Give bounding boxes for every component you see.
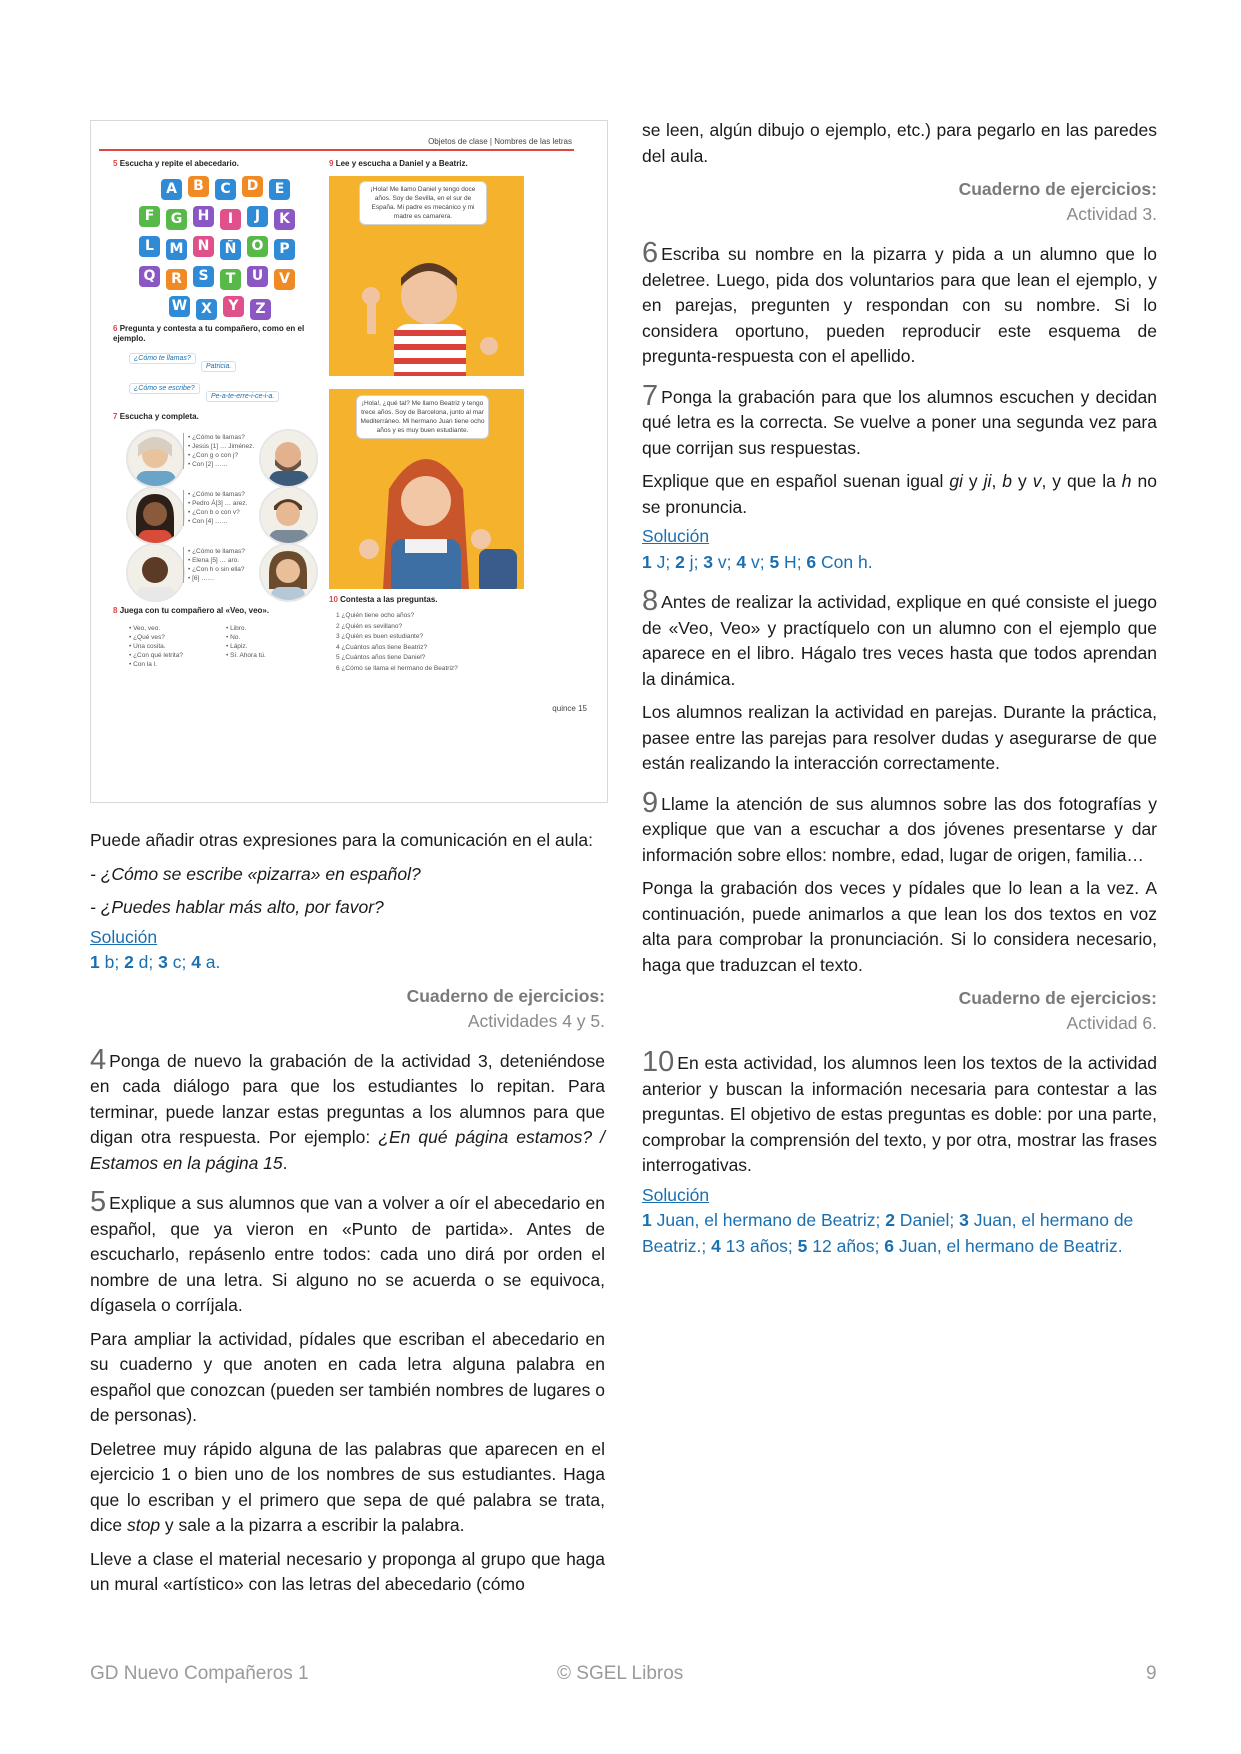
letter-tile-H: H bbox=[193, 206, 214, 227]
beatriz-speech-bubble: ¡Hola!, ¿qué tal? Me llamo Beatriz y tengo trece años. Soy de Barcelona, junto al mar Mediterráneo. Mi hermano Juan tiene ocho años y es muy buen estudiante. bbox=[356, 395, 489, 439]
footer-book-title: GD Nuevo Compañeros 1 bbox=[90, 1663, 309, 1684]
paragraph-activity-8: 8 Antes de realizar la actividad, explique en qué consiste el juego de «Veo, Veo» y practíquelo con un alumno con el ejemplo que aparece en el libro. Hágalo tres veces hasta que todos aprendan la dinámica. bbox=[642, 585, 1157, 689]
solution-link-3[interactable]: Solución bbox=[90, 926, 158, 947]
student-book-page-image bbox=[90, 120, 608, 803]
dialog-2: • ¿Cómo te llamas? • Pedro Á[3] … arez. • ¿Con b o con v? • Con [4] …… bbox=[183, 490, 258, 526]
letter-tile-L: L bbox=[139, 236, 160, 257]
sol10-number-6: 6 bbox=[884, 1235, 895, 1256]
solution-link-7[interactable]: Solución bbox=[642, 526, 710, 546]
letter-tile-U: U bbox=[247, 266, 268, 287]
sol7-number-6: 6 bbox=[806, 551, 817, 572]
letter-tile-M: M bbox=[166, 239, 187, 260]
sol3-answer-2: d; bbox=[133, 952, 159, 972]
sol10-number-4: 4 bbox=[711, 1235, 721, 1256]
solution-answers-7 bbox=[642, 550, 1157, 576]
sol10-answer-3: Juan, el hermano de Beatriz.; bbox=[642, 1210, 1134, 1256]
sol3-number-1: 1 bbox=[90, 952, 100, 972]
paragraph-activity-6: 6 Escriba su nombre en la pizarra y pida a un alumno que lo deletree. Luego, pida dos voluntarios para que lean el ejemplo, y en parejas, pregunten y respondan con su nombre. Si lo considera oportuno, pueden reproducir este esquema de pregunta-respuesta con el apellido. bbox=[642, 237, 1157, 366]
book-header: Objetos de clase | Nombres de las letras bbox=[428, 137, 572, 146]
paragraph-activity-9b: Ponga la grabación dos veces y pídales que lo lean a la vez. A continuación, puede animarlos a que lean los dos textos en voz alta para comprobar la pronunciación. Si lo considera necesario, haga que traduzcan el texto. bbox=[642, 878, 1157, 975]
book-activity-6-title: 6 Pregunta y contesta a tu compañero, como en el ejemplo. bbox=[113, 324, 305, 343]
sol10-number-3: 3 bbox=[959, 1210, 969, 1230]
expression-2: - ¿Puedes hablar más alto, por favor? bbox=[90, 897, 384, 917]
letter-tile-P: P bbox=[274, 239, 295, 260]
example-chip-answer-2: Pe-a-te-erre-i-ce-i-a. bbox=[206, 391, 279, 402]
book-page-number: quince 15 bbox=[552, 704, 587, 713]
avatar-woman-glasses bbox=[126, 429, 185, 488]
letter-tile-B: B bbox=[188, 176, 209, 197]
paragraph-activity-5d: Lleve a clase el material necesario y proponga al grupo que haga un mural «artístico» con las letras del abecedario (cómo bbox=[90, 1548, 605, 1594]
sol10-answer-1: Juan, el hermano de Beatriz; bbox=[651, 1210, 886, 1230]
avatar-man-smiling bbox=[126, 543, 185, 602]
daniel-speech-bubble: ¡Hola! Me llamo Daniel y tengo doce años. Soy de Sevilla, en el sur de España. Mi padre es mecánico y mi madre es camarera. bbox=[359, 181, 487, 225]
solution-link-10[interactable]: Solución bbox=[642, 1184, 710, 1205]
letter-tile-O: O bbox=[247, 236, 268, 257]
sol7-answer-3: v; bbox=[713, 551, 737, 572]
paragraph-activity-5: 5 Explique a sus alumnos que van a volver a oír el abecedario en español, que ya vieron en «Punto de partida». Antes de escucharlo, repásenlo entre todos: cada uno dirá por orden el nombre de una letra. Si alguno no se acuerda o se equivoca, dígasela o corríjala. bbox=[90, 1186, 605, 1315]
expression-1: - ¿Cómo se escribe «pizarra» en español? bbox=[90, 863, 421, 884]
cuaderno-ref-3: Cuaderno de ejercicios: Actividad 6. bbox=[958, 988, 1157, 1033]
sol3-answer-1: b; bbox=[99, 952, 125, 972]
paragraph-continuation: se leen, algún dibujo o ejemplo, etc.) para pegarlo en las paredes del aula. bbox=[642, 120, 1157, 166]
letter-tile-D: D bbox=[242, 176, 263, 197]
sol10-answer-4: 13 años; bbox=[720, 1235, 798, 1256]
letter-tile-A: A bbox=[161, 179, 182, 200]
sol3-answer-3: c; bbox=[167, 952, 192, 972]
sol7-number-5: 5 bbox=[769, 551, 780, 572]
solution-answers-3 bbox=[90, 950, 605, 976]
avatar-young-man bbox=[259, 486, 318, 545]
letter-tile-N: N bbox=[193, 236, 214, 257]
paragraph-activity-5c: Deletree muy rápido alguna de las palabras que aparecen en el ejercicio 1 o bien uno de los nombres de sus estudiantes. Haga que lo escriban y el primero que sepa de qué palabra se trata, dice stop y sale a la pizarra a escribir la palabra. bbox=[90, 1438, 605, 1535]
paragraph-intro: Puede añadir otras expresiones para la comunicación en el aula: bbox=[90, 830, 593, 850]
letter-tile-Q: Q bbox=[139, 266, 160, 287]
letter-tile-Z: Z bbox=[250, 299, 271, 320]
sol7-number-3: 3 bbox=[703, 551, 714, 572]
avatar-woman-curly bbox=[259, 543, 318, 602]
book-activity-9-title: 9 Lee y escucha a Daniel y a Beatriz. bbox=[329, 159, 468, 168]
footer-page-number: 9 bbox=[1146, 1663, 1157, 1684]
paragraph-activity-8b: Los alumnos realizan la actividad en parejas. Durante la práctica, pasee entre las parejas para resolver dudas y asegurarse de que están realizando la interacción correctamente. bbox=[642, 702, 1157, 773]
letter-tile-K: K bbox=[274, 209, 295, 230]
sol3-number-2: 2 bbox=[124, 952, 134, 972]
paragraph-activity-5b: Para ampliar la actividad, pídales que escriban el abecedario en su cuaderno y que anoten en cada letra alguna palabra en español que conozcan (pueden ser también nombres de lugares o de personas). bbox=[90, 1328, 605, 1425]
paragraph-activity-7b: Explique que en español suenan igual gi y ji, b y v, y que la h no se pronuncia. bbox=[642, 471, 1157, 517]
book-activity-10-title: 10 Contesta a las preguntas. bbox=[329, 595, 438, 604]
book-activity-8-title: 8 Juega con tu compañero al «Veo, veo». bbox=[113, 606, 270, 615]
sol7-number-1: 1 bbox=[642, 551, 652, 572]
veo-veo-dialog-right: • Libro. • No. • Lápiz. • Sí. Ahora tú. bbox=[226, 625, 266, 659]
letter-tile-G: G bbox=[166, 209, 187, 230]
sol10-number-2: 2 bbox=[885, 1210, 895, 1230]
footer-copyright: © SGEL Libros bbox=[557, 1663, 684, 1684]
questions-list: 1 ¿Quién tiene ocho años? 2 ¿Quién es sevillano? 3 ¿Quién es buen estudiante? 4 ¿Cuántos años tiene Beatriz? 5 ¿Cuántos años tiene Daniel? 6 ¿Cómo se llama el hermano de Beatriz? bbox=[336, 612, 458, 672]
letter-tile-C: C bbox=[215, 179, 236, 200]
sol7-number-4: 4 bbox=[736, 551, 747, 572]
letter-tile-Y: Y bbox=[223, 296, 244, 317]
avatar-man-beard bbox=[259, 429, 318, 488]
sol10-answer-2: Daniel; bbox=[894, 1210, 960, 1230]
sol7-answer-4: v; bbox=[746, 551, 770, 572]
example-chip-answer: Patricia. bbox=[201, 361, 236, 372]
right-column bbox=[642, 118, 1157, 1259]
sol7-answer-2: j; bbox=[684, 551, 704, 572]
sol3-answer-4: a. bbox=[200, 952, 221, 972]
cuaderno-ref-2: Cuaderno de ejercicios: Actividad 3. bbox=[958, 179, 1157, 224]
book-header-rule bbox=[99, 149, 574, 151]
sol10-answer-5: 12 años; bbox=[807, 1235, 885, 1256]
sol3-number-3: 3 bbox=[158, 952, 168, 972]
cuaderno-ref-1: Cuaderno de ejercicios: Actividades 4 y 5. bbox=[406, 985, 605, 1031]
letter-tile-F: F bbox=[139, 206, 160, 227]
paragraph-activity-10: 10 En esta actividad, los alumnos leen los textos de la actividad anterior y buscan la información necesaria para contestar a las preguntas. El objetivo de estas preguntas es doble: por una parte, comprobar la comprensión del texto, y por otra, mostrar las frases interrogativas. bbox=[642, 1046, 1157, 1175]
dialog-1: • ¿Cómo te llamas? • Jesús [1] … Jiménez. • ¿Con g o con j? • Con [2] …… bbox=[183, 433, 258, 469]
sol7-answer-1: J; bbox=[651, 551, 676, 572]
paragraph-activity-9: 9 Llame la atención de sus alumnos sobre las dos fotografías y explique que van a escuchar a dos jóvenes presentarse y dar información sobre ellos: nombre, edad, lugar de origen, familia… bbox=[642, 786, 1157, 865]
letter-tile-W: W bbox=[169, 296, 190, 317]
dialog-3: • ¿Cómo te llamas? • Elena [5] … aro. • ¿Con h o sin ella? • [6] …… bbox=[183, 547, 258, 583]
letter-tile-S: S bbox=[193, 266, 214, 287]
sol7-answer-6: Con h. bbox=[816, 551, 873, 572]
sol10-number-5: 5 bbox=[797, 1235, 808, 1256]
letter-tile-Ñ: Ñ bbox=[220, 239, 241, 260]
letter-tile-R: R bbox=[166, 269, 187, 290]
letter-tile-I: I bbox=[220, 209, 241, 230]
example-chip-question-2: ¿Cómo se escribe? bbox=[129, 383, 200, 394]
sol7-answer-5: H; bbox=[779, 551, 807, 572]
letter-tile-E: E bbox=[269, 179, 290, 200]
sol10-answer-6: Juan, el hermano de Beatriz. bbox=[894, 1235, 1123, 1256]
letter-tile-J: J bbox=[247, 206, 268, 227]
avatar-woman-dark-hair bbox=[126, 486, 185, 545]
letter-tile-X: X bbox=[196, 299, 217, 320]
solution-answers-10 bbox=[642, 1208, 1157, 1259]
sol7-number-2: 2 bbox=[675, 551, 685, 572]
left-column bbox=[90, 828, 605, 1598]
letter-tile-V: V bbox=[274, 269, 295, 290]
book-activity-5-title: 5 Escucha y repite el abecedario. bbox=[113, 159, 239, 168]
sol3-number-4: 4 bbox=[191, 952, 201, 972]
paragraph-activity-4: 4 Ponga de nuevo la grabación de la actividad 3, deteniéndose en cada diálogo para que los estudiantes lo repitan. Para terminar, puede lanzar estas preguntas a los alumnos para que digan otra respuesta. Por ejemplo: ¿En qué página estamos? / Estamos en la página 15. bbox=[90, 1043, 605, 1173]
letter-tile-T: T bbox=[220, 269, 241, 290]
paragraph-activity-7: 7 Ponga la grabación para que los alumnos escuchen y decidan qué letra es la correcta. Se vuelve a poner una segunda vez para que corrijan sus respuestas. bbox=[642, 379, 1157, 458]
sol10-number-1: 1 bbox=[642, 1210, 652, 1230]
example-chip-question: ¿Cómo te llamas? bbox=[129, 353, 196, 364]
book-activity-7-title: 7 Escucha y completa. bbox=[113, 412, 199, 421]
veo-veo-dialog-left: • Veo, veo. • ¿Qué ves? • Una cosita. • ¿Con qué letrita? • Con la l. bbox=[129, 625, 183, 668]
